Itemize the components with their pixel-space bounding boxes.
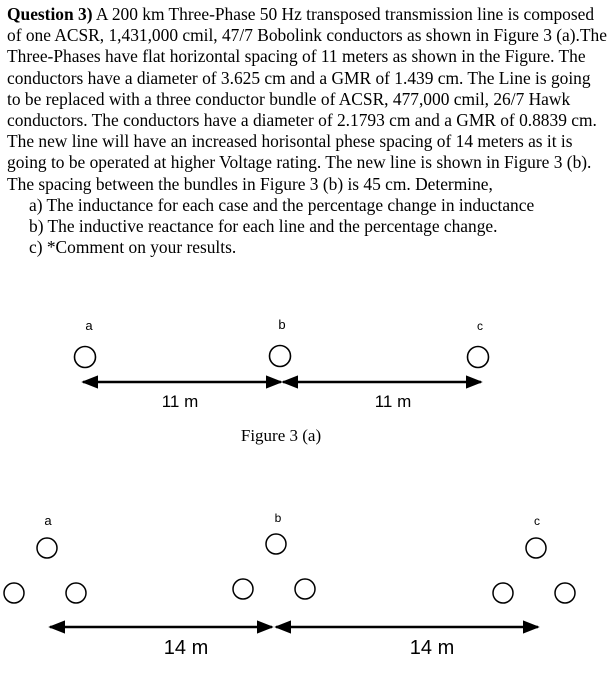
- fig-b-bundle-c-top: [526, 538, 546, 558]
- fig-b-bundle-a-top: [37, 538, 57, 558]
- fig-b-phase-b-label: b: [274, 511, 282, 525]
- fig-a-phase-b-label: b: [278, 317, 286, 332]
- fig-b-spacing-label-2: 14 m: [409, 637, 455, 659]
- question-label: Question 3): [7, 4, 93, 24]
- fig-b-bundle-b-top: [266, 534, 286, 554]
- fig-a-conductor-a: [75, 347, 96, 368]
- sub-question-c: c) *Comment on your results.: [29, 237, 237, 258]
- fig-b-bundle-b-right: [295, 579, 315, 599]
- fig-a-spacing-label-1: 11 m: [161, 392, 199, 411]
- fig-a-phase-c-label: c: [477, 319, 483, 333]
- fig-b-bundle-a-right: [66, 583, 86, 603]
- sub-question-b: b) The inductive reactance for each line and the percentage change.: [29, 216, 498, 237]
- fig-a-conductor-c: [468, 347, 489, 368]
- sub-question-a: a) The inductance for each case and the percentage change in inductance: [29, 194, 535, 215]
- fig-b-bundle-c-left: [493, 583, 513, 603]
- fig-b-phase-a-label: a: [44, 513, 52, 528]
- fig-b-bundle-b-left: [233, 579, 253, 599]
- fig-a-conductor-b: [270, 346, 291, 367]
- fig-b-spacing-label-1: 14 m: [163, 637, 209, 659]
- question-body: A 200 km Three-Phase 50 Hz transposed transmission line is composed of one ACSR, 1,431,000 cmil, 47/7 Bobolink conductors as shown in Figure 3 (a).The Three-Phases have flat horizontal spacing of 11 meters as shown in the Figure. The conductors have a diameter of 3.625 cm and a GMR of 1.439 cm. The Line is going to be replaced with a three conductor bundle of ACSR, 477,000 cmil, 26/7 Hawk conductors. The conductors have a diameter of 2.1793 cm and a GMR of 0.8839 cm. The new line will have an increased horisontal phese spacing of 14 meters as it is going to be operated at higher Voltage rating. The new line is shown in Figure 3 (b). The spacing between the bundles in Figure 3 (b) is 45 cm. Determine,: [7, 4, 607, 194]
- fig-b-phase-c-label: c: [534, 514, 540, 528]
- fig-a-caption: Figure 3 (a): [240, 426, 322, 445]
- fig-b-bundle-a-left: [4, 583, 24, 603]
- fig-a-spacing-label-2: 11 m: [374, 392, 412, 411]
- figure-3b: [4, 511, 575, 659]
- fig-b-bundle-c-right: [555, 583, 575, 603]
- figure-3a: [75, 317, 489, 445]
- fig-a-phase-a-label: a: [85, 318, 93, 333]
